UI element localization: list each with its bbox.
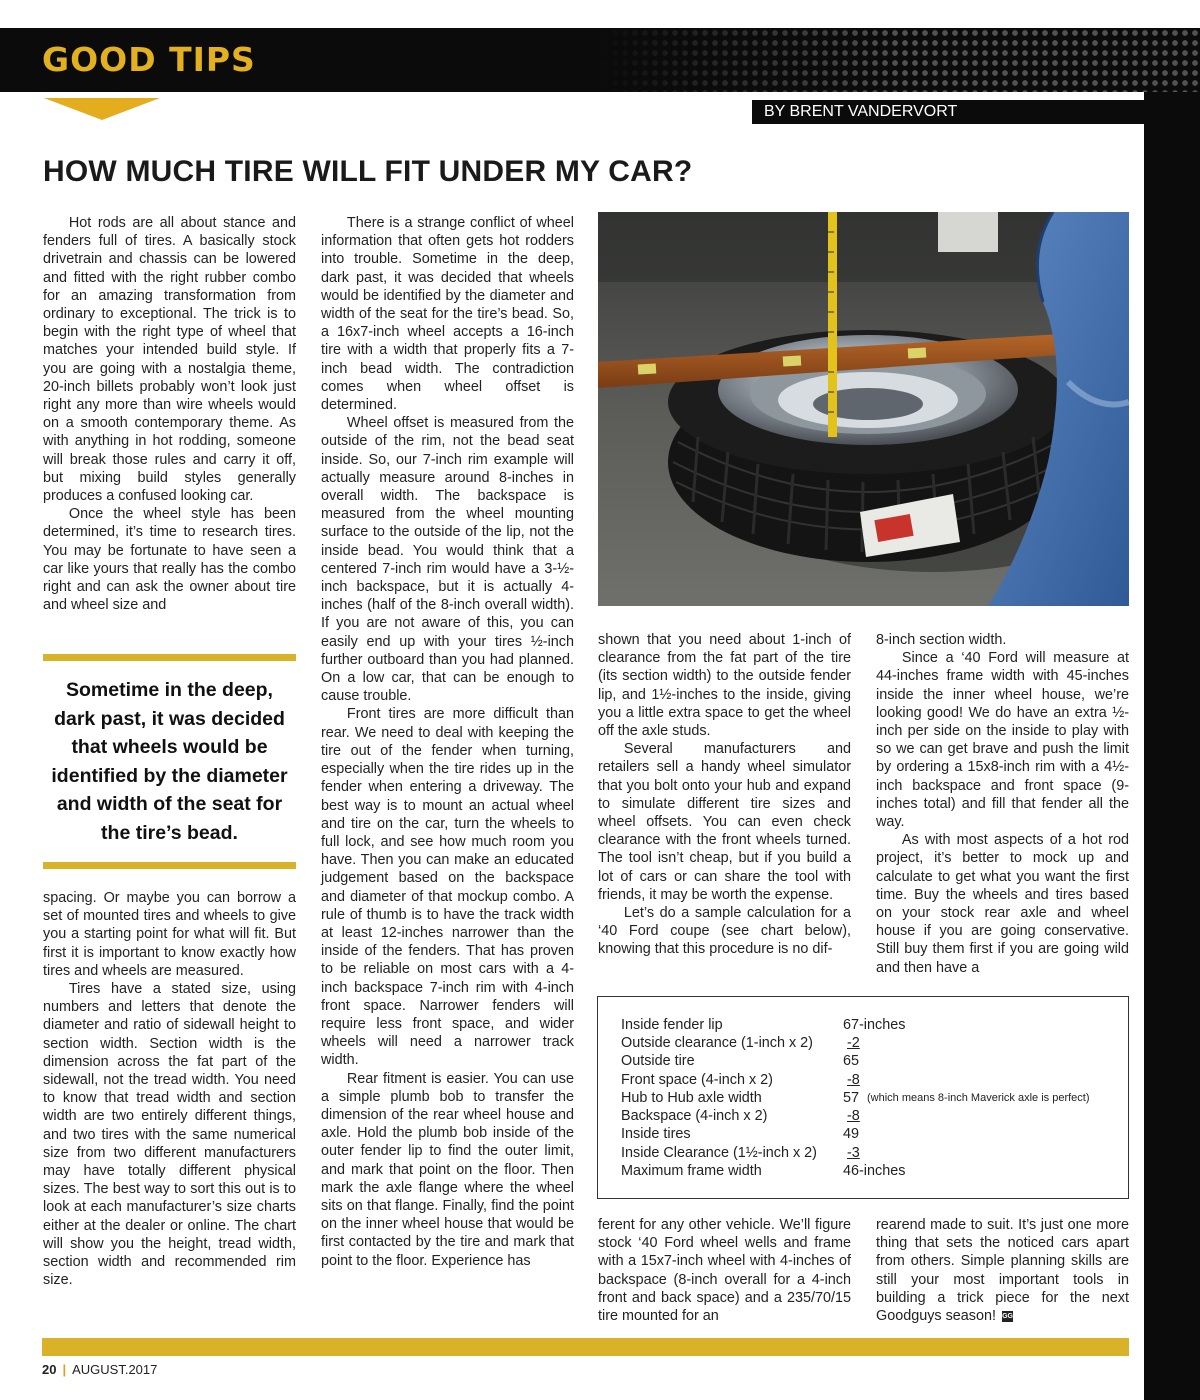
pull-quote: Sometime in the deep, dark past, it was decided that wheels would be identified by the diameter and width of the seat for the tire’s bead. xyxy=(51,679,288,844)
paragraph: As with most aspects of a hot rod project, it’s better to mock up and calculate to get what you want the first time. Buy the wheels and tires based on your stock rear axle and wheel house if you are going conservative. Still buy them first if you are going wild and then have a xyxy=(876,832,1129,976)
issue-date: AUGUST.2017 xyxy=(72,1362,158,1377)
article-column-4-bottom xyxy=(876,1216,1129,1325)
chart-row-label: Hub to Hub axle width xyxy=(621,1090,762,1106)
paragraph: Let’s do a sample calculation for a ‘40 Ford coupe (see chart below), knowing that this procedure is no dif- xyxy=(598,905,851,958)
page-number: 20 xyxy=(42,1362,57,1377)
byline: BY BRENT VANDERVORT xyxy=(752,100,1144,124)
folio-separator: | xyxy=(62,1362,67,1377)
pullquote-rule-top xyxy=(43,654,296,661)
chart-row-value: 49 xyxy=(843,1126,860,1142)
pullquote-rule-bottom xyxy=(43,862,296,869)
paragraph: spacing. Or maybe you can borrow a set of mounted tires and wheels to give you a starting point for what will fit. But first it is important to know exactly how tires and wheels are measured. xyxy=(43,890,296,979)
chart-row-label: Front space (4-inch x 2) xyxy=(621,1072,773,1088)
article-column-2 xyxy=(321,214,574,1270)
chart-row-value: 46-inches xyxy=(843,1163,906,1179)
chart-row-value: -2 xyxy=(847,1035,860,1051)
chart-row-value: -3 xyxy=(847,1145,860,1161)
article-headline: HOW MUCH TIRE WILL FIT UNDER MY CAR? xyxy=(43,155,693,188)
chart-row-label: Inside Clearance (1½-inch x 2) xyxy=(621,1145,817,1161)
page-folio xyxy=(42,1362,157,1377)
top-margin xyxy=(0,0,1200,28)
paragraph: 8-inch section width. xyxy=(876,632,1007,648)
article-column-3-bottom xyxy=(598,1216,851,1325)
article-column-1-top xyxy=(43,214,296,614)
chart-row-label: Outside clearance (1-inch x 2) xyxy=(621,1035,813,1051)
paragraph xyxy=(876,1216,1129,1325)
paragraph: Hot rods are all about stance and fenders full of tires. A basically stock drivetrain and chassis can be lowered and fitted with the right rubber combo for an amazing transformation from ordinary to exceptional. The trick is to begin with the right type of wheel that matches your intended build style. If you are going with a nostalgia theme, 20-inch billets probably won’t look just right any more than wire wheels would on a smooth contemporary theme. As with anything in hot rodding, someone will break those rules and carry it off, but mixing build styles generally produces a confused looking car. xyxy=(43,215,296,505)
article-column-3 xyxy=(598,631,851,959)
chart-row-note: (which means 8-inch Maverick axle is perfect) xyxy=(867,1092,1090,1104)
chart-row-label: Inside fender lip xyxy=(621,1017,723,1033)
chart-row-label: Maximum frame width xyxy=(621,1163,762,1179)
article-column-1-bottom xyxy=(43,889,296,1289)
paragraph: Rear fitment is easier. You can use a simple plumb bob to transfer the dimension of the rear wheel house and axle. Hold the plumb bob inside of the outer fender lip to find the outer limit, and mark that point on the floor. Then mark the axle flange where the wheel sits on that flange. Finally, find the point on the inner wheel house that would be first contacted by the tire and mark that point to the floor. Experience has xyxy=(321,1070,574,1269)
paragraph: Front tires are more difficult than rear. We need to deal with keeping the tire out of the fender when turning, especially when the tire rides up in the fender when entering a driveway. The best way is to mount an actual wheel and tire on the car, turn the wheels to full lock, and see how much room you have. Then you can make an educated judgement based on the backspace and diameter of that mockup combo. A rule of thumb is to have the track width at least 12-inches narrower than the inside of the fenders. That has proven to be reliable on most cars with a 4-inch backspace 7-inch rim with 4-inch front space. Narrower fenders will require less front space, and wider wheels will need a narrower track width. xyxy=(321,706,574,1069)
header-triangle-icon xyxy=(44,98,160,120)
page-edge-bar xyxy=(1144,92,1200,1400)
chart-row-label: Outside tire xyxy=(621,1053,695,1069)
paragraph: ferent for any other vehicle. We’ll figure stock ‘40 Ford wheel wells and frame with a 15x7-inch wheel with 4-inches of backspace (8-inch overall for a 4-inch front and back space) and a 235/70/15 tire mounted for an xyxy=(598,1217,851,1325)
paragraph: shown that you need about 1-inch of clearance from the fat part of the tire (its section width) to the outside fender lip, and 1½-inches to the inside, giving you a little extra space to get the wheel off the axle studs. xyxy=(598,632,851,740)
footer-rule xyxy=(42,1338,1129,1356)
paragraph: Since a ‘40 Ford will measure at 44-inches frame width with 45-inches inside the inner wheel house, we’re looking good! We do have an extra ½-inch per side on the inside to play with so we can get brave and push the limit by ordering a 15x8-inch rim with a 4½-inch backspace and front space (9-inches total) and fill that fender all the way. xyxy=(876,650,1129,831)
paragraph: Once the wheel style has been determined, it’s time to research tires. You may be fortunate to have seen a car like yours that really has the combo right and can ask the owner about tire and wheel size and xyxy=(43,506,296,614)
article-column-4 xyxy=(876,631,1129,977)
chart-row-label: Inside tires xyxy=(621,1126,691,1142)
section-title: GOOD TIPS xyxy=(42,40,256,79)
closing-text: rearend made to suit. It’s just one more thing that sets the noticed cars apart from others. Simple planning skills are still your most important tools in building a trick piece for the next Goodguys season! xyxy=(876,1217,1129,1325)
paragraph: Wheel offset is measured from the outside of the rim, not the bead seat inside. So, our 7-inch rim example will actually measure around 8-inches in overall width. The backspace is measured from the wheel mounting surface to the outside of the lip, not the inside bead. You would think that a centered 7-inch rim would have a 3-½-inch backspace, but it is actually 4-inches (half of the 8-inch overall width). If you are not aware of this, you can easily end up with your tires ½-inch further outboard than you had planned. On a low car, that can be enough to cause trouble. xyxy=(321,415,574,705)
end-mark-icon: GG xyxy=(1002,1312,1013,1320)
chart-row-value: 65 xyxy=(843,1053,860,1069)
paragraph: Tires have a stated size, using numbers and letters that denote the diameter and ratio of sidewall height to section width. Section width is the dimension across the fat part of the sidewall, not the tread width. You need to know that tread width and section width are two entirely different things, and two tires with the same numerical size from two different manufacturers may have totally different physical sizes. The best way to sort this out is to look at each manufacturer’s size charts either at the dealer or online. The chart will show you the height, tread width, section width and recommended rim size. xyxy=(43,981,296,1289)
chart-row-value: -8 xyxy=(847,1072,860,1088)
chart-row-value: -8 xyxy=(847,1108,860,1124)
tire-calculation-chart xyxy=(597,996,1129,1199)
section-header-band xyxy=(0,28,1200,92)
paragraph: Several manufacturers and retailers sell a handy wheel simulator that you bolt onto your hub and expand to simulate different tire sizes and wheel offsets. You can even check clearance with the front wheels turned. The tool isn’t cheap, but if you build a lot of cars or can share the tool with friends, it may be worth the expense. xyxy=(598,741,851,903)
chart-row-value: 67-inches xyxy=(843,1017,906,1033)
chart-row-value: 57 xyxy=(843,1090,860,1106)
tire-measurement-photo xyxy=(598,212,1129,606)
paragraph: There is a strange conflict of wheel information that often gets hot rodders into trouble. Sometime in the deep, dark past, it was decided that wheels would be identified by the diameter and width of the seat for the tire’s bead. So, a 16x7-inch wheel accepts a 16-inch tire with a width that properly fits a 7-inch bead width. The contradiction comes when wheel offset is determined. xyxy=(321,215,574,414)
chart-row-label: Backspace (4-inch x 2) xyxy=(621,1108,768,1124)
